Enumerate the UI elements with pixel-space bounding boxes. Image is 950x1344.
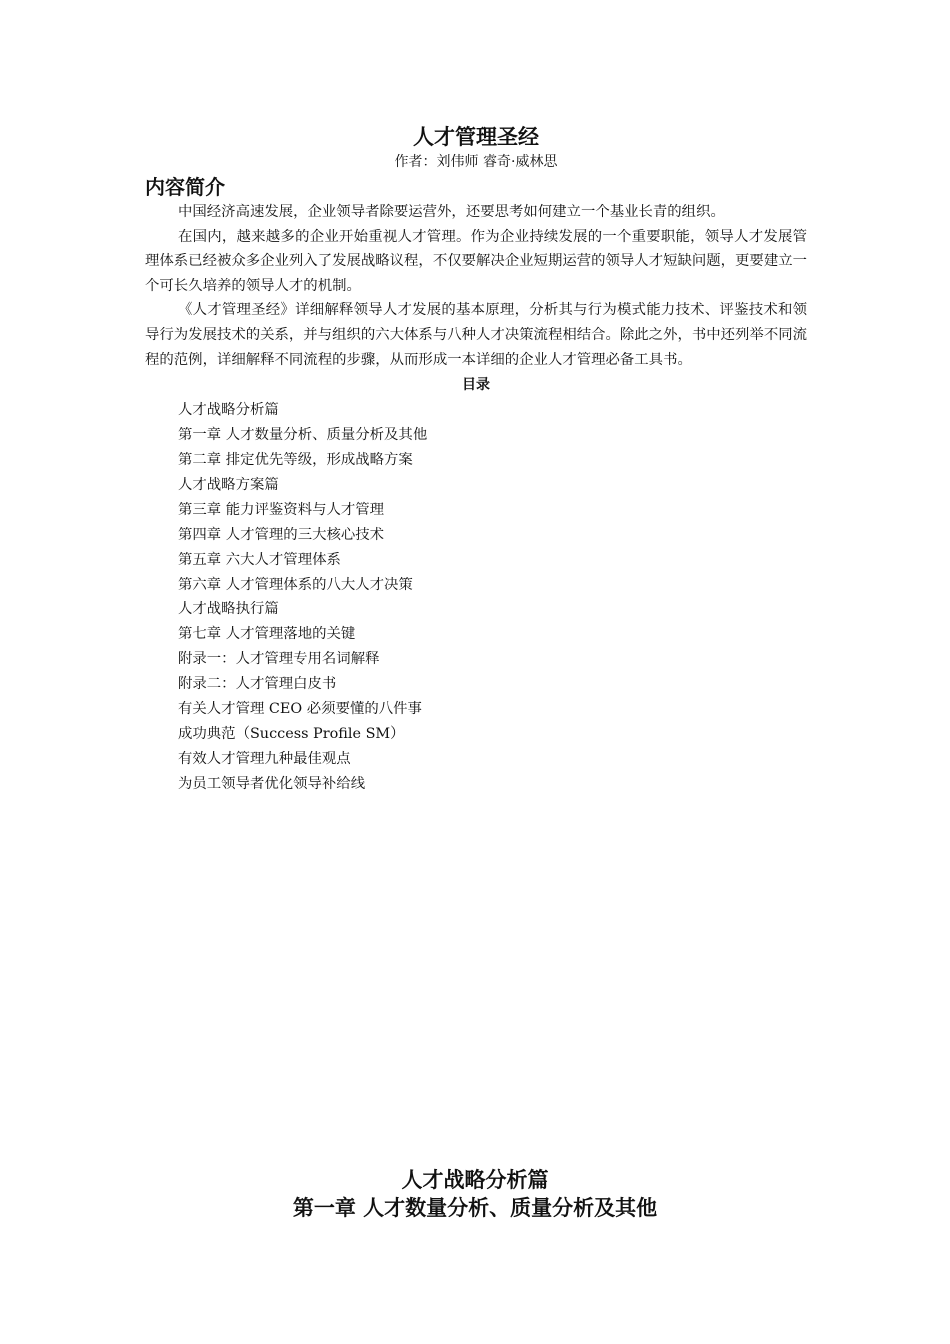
toc-item: 第六章 人才管理体系的八大人才决策 — [178, 576, 413, 593]
toc-item: 为员工领导者优化领导补给线 — [178, 775, 366, 792]
toc-item: 第五章 六大人才管理体系 — [178, 551, 341, 568]
part-heading: 人才战略分析篇 — [401, 1168, 549, 1192]
book-title: 人才管理圣经 — [413, 125, 539, 149]
intro-paragraph-2: 在国内，越来越多的企业开始重视人才管理。作为企业持续发展的一个重要职能，领导人才发展管理体系已经被众多企业列入了发展战略议程，不仅要解决企业短期运营的领导人才短缺问题，更要建立一个可长久培养的领导人才的机制。 — [145, 228, 807, 294]
intro-heading: 内容简介 — [145, 175, 225, 199]
toc-title: 目录 — [462, 377, 490, 394]
toc-item: 第二章 排定优先等级，形成战略方案 — [178, 451, 413, 468]
table-of-contents — [145, 398, 807, 797]
toc-item: 有关人才管理 CEO 必须要懂的八件事 — [178, 701, 422, 718]
intro-paragraph-3: 《人才管理圣经》详细解释领导人才发展的基本原理，分析其与行为模式能力技术、评鉴技术和领导行为发展技术的关系，并与组织的六大体系与八种人才决策流程相结合。除此之外，书中还列举不同流程的范例，详细解释不同流程的步骤，从而形成一本详细的企业人才管理必备工具书。 — [145, 302, 807, 368]
toc-item: 人才战略分析篇 — [178, 402, 279, 419]
toc-item: 第七章 人才管理落地的关键 — [178, 626, 356, 643]
toc-item: 人才战略方案篇 — [178, 476, 279, 493]
author-line: 作者：刘伟师 睿奇·威林思 — [394, 154, 558, 170]
toc-item: 人才战略执行篇 — [178, 601, 279, 618]
toc-item: 成功典范（Success Profile SM） — [178, 725, 405, 742]
chapter-heading: 第一章 人才数量分析、质量分析及其他 — [292, 1196, 658, 1220]
toc-item: 附录二：人才管理白皮书 — [178, 676, 337, 693]
intro-paragraph-1: 中国经济高速发展，企业领导者除要运营外，还要思考如何建立一个基业长青的组织。 — [178, 204, 725, 220]
toc-item: 有效人才管理九种最佳观点 — [178, 750, 351, 767]
toc-item: 第四章 人才管理的三大核心技术 — [178, 526, 385, 543]
toc-item: 第一章 人才数量分析、质量分析及其他 — [178, 427, 428, 444]
toc-item: 第三章 能力评鉴资料与人才管理 — [178, 501, 385, 518]
chapter-heading-block — [0, 1166, 950, 1222]
page-content — [145, 122, 807, 797]
toc-item: 附录一：人才管理专用名词解释 — [178, 651, 380, 668]
